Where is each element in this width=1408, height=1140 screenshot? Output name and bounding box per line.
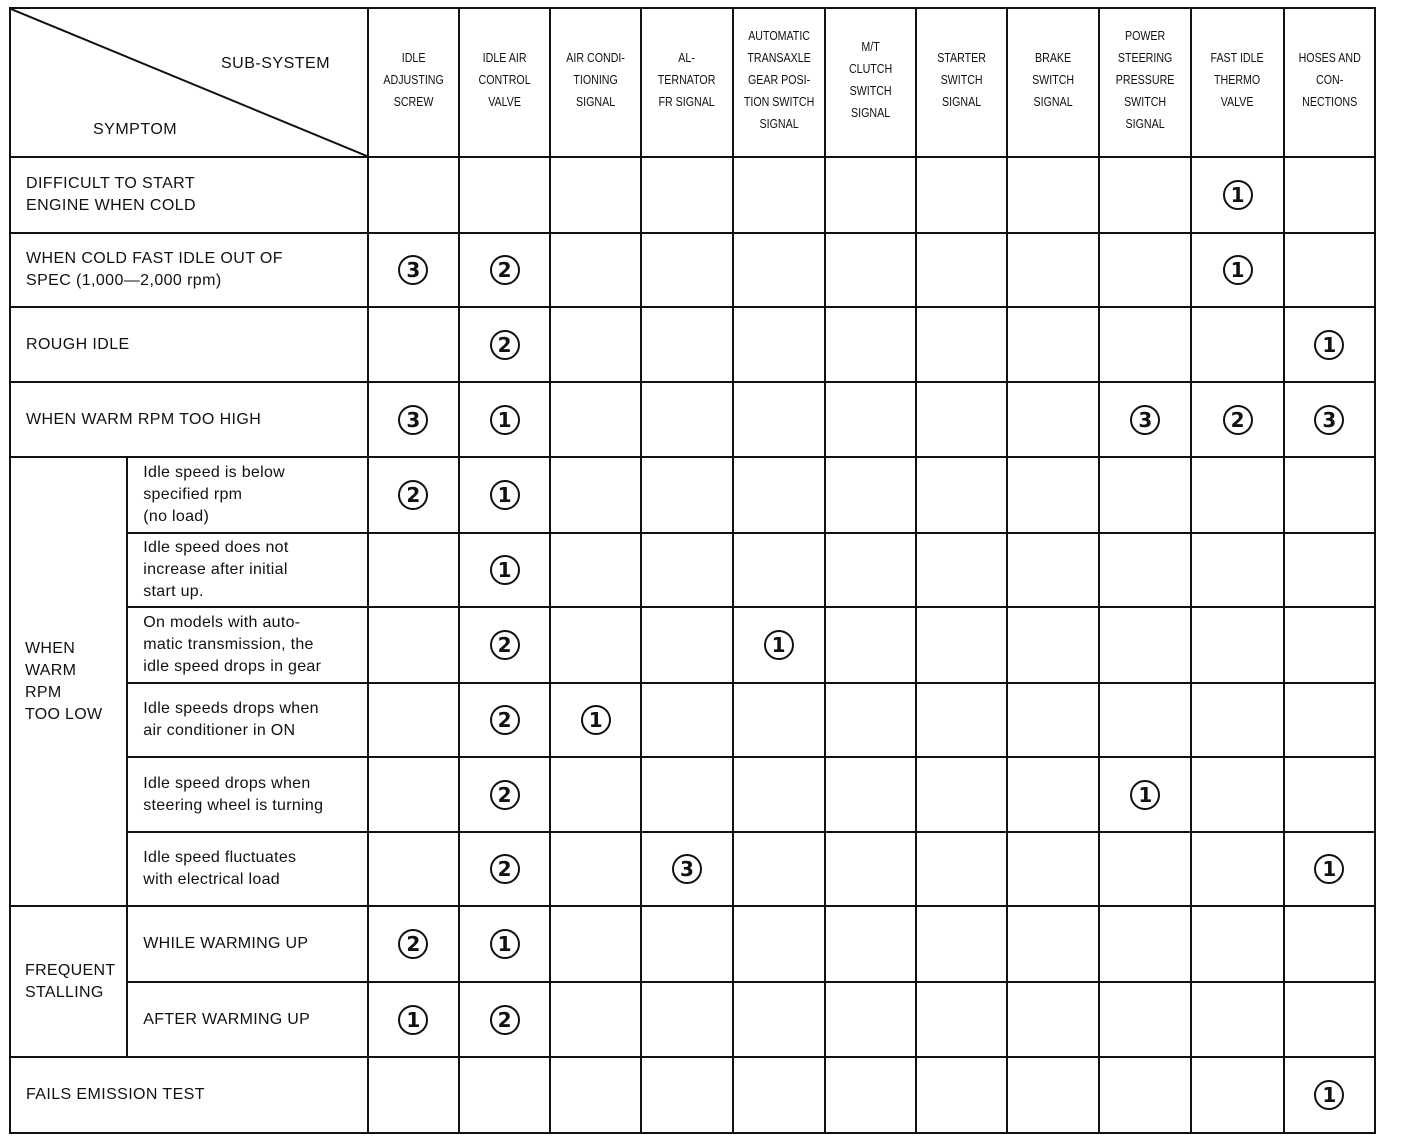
- column-header-line: SWITCH: [940, 71, 983, 87]
- priority-mark: 1: [1130, 780, 1160, 810]
- check-cell: [368, 233, 459, 307]
- check-cell: [641, 1057, 732, 1133]
- check-cell: [733, 683, 825, 757]
- symptom-row: [10, 982, 1375, 1057]
- column-header-line: TERNATOR: [658, 71, 716, 87]
- check-cell: [1099, 157, 1191, 233]
- priority-mark: 2: [490, 705, 520, 735]
- check-cell: [550, 1057, 641, 1133]
- symptom-label: [10, 233, 368, 307]
- sub-symptom-label-line: specified rpm: [143, 486, 243, 503]
- check-cell: [368, 832, 459, 906]
- check-cell: [825, 157, 916, 233]
- column-header: [825, 8, 916, 157]
- check-cell: [1191, 233, 1283, 307]
- check-cell: [459, 233, 550, 307]
- symptom-group-line: WARM: [25, 661, 77, 679]
- check-cell: [641, 533, 732, 607]
- check-cell: [733, 233, 825, 307]
- symptom-row: [10, 533, 1375, 607]
- check-cell: [459, 457, 550, 533]
- column-header-line: TRANSAXLE: [746, 49, 811, 65]
- priority-mark: 3: [1130, 405, 1160, 435]
- sub-symptom-label-line: WHILE WARMING UP: [143, 935, 309, 952]
- check-cell: [550, 533, 641, 607]
- column-header-line: SCREW: [393, 93, 434, 109]
- symptom-row: [10, 382, 1375, 457]
- sub-symptom-label: [127, 683, 368, 757]
- check-cell: [641, 906, 732, 982]
- priority-mark: 1: [764, 630, 794, 660]
- sub-symptom-label: [127, 906, 368, 982]
- header-row: [10, 8, 1375, 157]
- sub-symptom-label: [127, 607, 368, 683]
- column-header-line: AL-: [678, 49, 696, 65]
- column-header-line: CONTROL: [478, 71, 531, 87]
- symptom-label: [10, 1057, 368, 1133]
- check-cell: [916, 307, 1007, 382]
- check-cell: [459, 157, 550, 233]
- symptom-label-line: SPEC (1,000—2,000 rpm): [26, 272, 222, 289]
- priority-mark: 1: [1223, 180, 1253, 210]
- check-cell: [916, 533, 1007, 607]
- priority-mark: 3: [398, 255, 428, 285]
- sub-symptom-label: [127, 457, 368, 533]
- check-cell: [825, 233, 916, 307]
- check-cell: [733, 307, 825, 382]
- check-cell: [368, 683, 459, 757]
- check-cell: [368, 382, 459, 457]
- column-header-line: NECTIONS: [1301, 93, 1357, 109]
- check-cell: [550, 757, 641, 832]
- column-header-line: STARTER: [937, 49, 986, 65]
- check-cell: [916, 233, 1007, 307]
- priority-mark: 3: [398, 405, 428, 435]
- check-cell: [368, 982, 459, 1057]
- check-cell: [1191, 982, 1283, 1057]
- check-cell: [1099, 457, 1191, 533]
- check-cell: [916, 832, 1007, 906]
- sub-symptom-label-line: Idle speed does not: [143, 539, 289, 556]
- check-cell: [916, 157, 1007, 233]
- column-header: [368, 8, 459, 157]
- column-header: [550, 8, 641, 157]
- check-cell: [916, 982, 1007, 1057]
- check-cell: [916, 382, 1007, 457]
- sub-symptom-label-line: air conditioner in ON: [143, 722, 296, 739]
- check-cell: [1284, 382, 1375, 457]
- check-cell: [1284, 832, 1375, 906]
- column-header-line: SIGNAL: [1033, 93, 1073, 109]
- sub-symptom-label-line: with electrical load: [143, 871, 280, 888]
- check-cell: [733, 157, 825, 233]
- priority-mark: 1: [1314, 330, 1344, 360]
- column-header: [916, 8, 1007, 157]
- column-header-line: TIONING: [573, 71, 618, 87]
- check-cell: [459, 982, 550, 1057]
- check-cell: [1099, 307, 1191, 382]
- priority-mark: 2: [398, 480, 428, 510]
- column-header-line: FAST IDLE: [1210, 49, 1265, 65]
- check-cell: [1191, 457, 1283, 533]
- column-header-line: BRAKE: [1035, 49, 1072, 65]
- column-header-line: FR SIGNAL: [658, 93, 716, 109]
- check-cell: [459, 906, 550, 982]
- column-header-line: ADJUSTING: [383, 71, 444, 87]
- check-cell: [1099, 683, 1191, 757]
- check-cell: [1284, 307, 1375, 382]
- symptom-group-line: STALLING: [25, 983, 104, 1001]
- priority-mark: 1: [398, 1005, 428, 1035]
- priority-mark: 1: [1314, 854, 1344, 884]
- check-cell: [733, 607, 825, 683]
- check-cell: [1007, 157, 1099, 233]
- column-header: [459, 8, 550, 157]
- priority-mark: 1: [581, 705, 611, 735]
- check-cell: [1099, 607, 1191, 683]
- column-header-line: PRESSURE: [1116, 71, 1175, 87]
- check-cell: [1007, 382, 1099, 457]
- sub-symptom-label-line: idle speed drops in gear: [143, 658, 322, 675]
- symptom-row: [10, 307, 1375, 382]
- column-header-line: SWITCH: [849, 82, 892, 98]
- check-cell: [368, 307, 459, 382]
- column-header: [1007, 8, 1099, 157]
- priority-mark: 3: [672, 854, 702, 884]
- check-cell: [825, 607, 916, 683]
- check-cell: [368, 757, 459, 832]
- check-cell: [550, 157, 641, 233]
- symptom-row: [10, 157, 1375, 233]
- check-cell: [641, 757, 732, 832]
- check-cell: [459, 307, 550, 382]
- sub-symptom-label-line: (no load): [143, 508, 210, 525]
- check-cell: [1191, 307, 1283, 382]
- check-cell: [1284, 157, 1375, 233]
- sub-symptom-label-line: AFTER WARMING UP: [143, 1010, 311, 1028]
- check-cell: [1191, 1057, 1283, 1133]
- sub-symptom-label-line: steering wheel is turning: [143, 796, 324, 814]
- check-cell: [368, 533, 459, 607]
- check-cell: [916, 683, 1007, 757]
- check-cell: [459, 607, 550, 683]
- check-cell: [641, 307, 732, 382]
- symptom-group-line: WHEN: [25, 639, 76, 657]
- column-header: [1099, 8, 1191, 157]
- symptom-row: [10, 1057, 1375, 1133]
- check-cell: [733, 457, 825, 533]
- symptom-label-line: WHEN COLD FAST IDLE OUT OF: [26, 250, 283, 267]
- column-header-line: TION SWITCH: [743, 93, 814, 109]
- check-cell: [1007, 757, 1099, 832]
- symptom-label-line: WHEN WARM RPM TOO HIGH: [26, 410, 262, 428]
- check-cell: [459, 1057, 550, 1133]
- sub-symptom-label: [127, 757, 368, 832]
- check-cell: [641, 982, 732, 1057]
- column-header-line: STEERING: [1118, 49, 1173, 65]
- check-cell: [1191, 683, 1283, 757]
- check-cell: [825, 906, 916, 982]
- check-cell: [1007, 533, 1099, 607]
- priority-mark: 2: [1223, 405, 1253, 435]
- check-cell: [1099, 832, 1191, 906]
- diagonal-divider: [11, 9, 367, 156]
- symptom-group-line: TOO LOW: [25, 705, 103, 723]
- column-header-line: SIGNAL: [759, 115, 799, 131]
- check-cell: [733, 906, 825, 982]
- check-cell: [550, 683, 641, 757]
- check-cell: [1284, 757, 1375, 832]
- check-cell: [459, 382, 550, 457]
- check-cell: [733, 757, 825, 832]
- column-header-line: CLUTCH: [848, 60, 892, 76]
- check-cell: [1191, 906, 1283, 982]
- check-cell: [550, 233, 641, 307]
- symptom-row: [10, 607, 1375, 683]
- priority-mark: 3: [1314, 405, 1344, 435]
- priority-mark: 2: [490, 854, 520, 884]
- check-cell: [550, 307, 641, 382]
- column-header-line: VALVE: [488, 93, 521, 109]
- corner-header: [10, 8, 368, 157]
- check-cell: [550, 457, 641, 533]
- check-cell: [733, 1057, 825, 1133]
- check-cell: [1284, 233, 1375, 307]
- priority-mark: 1: [1223, 255, 1253, 285]
- symptom-label: [10, 382, 368, 457]
- check-cell: [368, 157, 459, 233]
- check-cell: [1284, 533, 1375, 607]
- check-cell: [550, 607, 641, 683]
- check-cell: [1284, 982, 1375, 1057]
- check-cell: [1099, 233, 1191, 307]
- check-cell: [550, 832, 641, 906]
- priority-mark: 2: [490, 255, 520, 285]
- check-cell: [368, 1057, 459, 1133]
- check-cell: [1099, 757, 1191, 832]
- check-cell: [459, 683, 550, 757]
- column-header-line: SWITCH: [1124, 93, 1167, 109]
- check-cell: [641, 457, 732, 533]
- symptom-row: [10, 457, 1375, 533]
- symptom-label: [10, 157, 368, 233]
- check-cell: [1099, 1057, 1191, 1133]
- priority-mark: 2: [490, 780, 520, 810]
- symptom-row: [10, 683, 1375, 757]
- sub-symptom-label: [127, 982, 368, 1057]
- check-cell: [641, 832, 732, 906]
- sub-symptom-label-line: Idle speeds drops when: [143, 700, 319, 717]
- check-cell: [641, 233, 732, 307]
- check-cell: [1007, 233, 1099, 307]
- check-cell: [825, 382, 916, 457]
- check-cell: [459, 533, 550, 607]
- table-body: [10, 157, 1375, 1133]
- symptom-label-line: ENGINE WHEN COLD: [26, 197, 196, 214]
- column-header: [733, 8, 825, 157]
- check-cell: [916, 1057, 1007, 1133]
- check-cell: [825, 533, 916, 607]
- check-cell: [733, 533, 825, 607]
- check-cell: [1191, 607, 1283, 683]
- check-cell: [825, 832, 916, 906]
- check-cell: [1007, 906, 1099, 982]
- check-cell: [825, 307, 916, 382]
- priority-mark: 1: [490, 405, 520, 435]
- sub-symptom-label-line: Idle speed is below: [143, 464, 286, 481]
- check-cell: [641, 607, 732, 683]
- column-header-line: POWER: [1125, 27, 1166, 43]
- check-cell: [733, 832, 825, 906]
- symptom-row: [10, 832, 1375, 906]
- check-cell: [1099, 982, 1191, 1057]
- check-cell: [641, 382, 732, 457]
- priority-mark: 1: [490, 480, 520, 510]
- check-cell: [1007, 457, 1099, 533]
- check-cell: [733, 982, 825, 1057]
- column-header-line: SIGNAL: [850, 104, 890, 120]
- check-cell: [825, 683, 916, 757]
- check-cell: [1284, 457, 1375, 533]
- column-header-line: IDLE: [401, 49, 426, 65]
- priority-mark: 2: [490, 630, 520, 660]
- diagnosis-table: [9, 7, 1376, 1134]
- check-cell: [1099, 906, 1191, 982]
- column-header: [1191, 8, 1283, 157]
- sub-symptom-label: [127, 832, 368, 906]
- check-cell: [1007, 607, 1099, 683]
- check-cell: [825, 1057, 916, 1133]
- check-cell: [825, 982, 916, 1057]
- check-cell: [368, 457, 459, 533]
- symptom-label-line: FAILS EMISSION TEST: [26, 1086, 205, 1103]
- check-cell: [1284, 683, 1375, 757]
- check-cell: [550, 906, 641, 982]
- check-cell: [459, 832, 550, 906]
- check-cell: [916, 607, 1007, 683]
- check-cell: [1191, 832, 1283, 906]
- symptom-row: [10, 233, 1375, 307]
- check-cell: [1007, 683, 1099, 757]
- check-cell: [550, 382, 641, 457]
- check-cell: [550, 982, 641, 1057]
- symptom-group-line: RPM: [25, 683, 62, 701]
- column-header: [641, 8, 732, 157]
- check-cell: [1284, 607, 1375, 683]
- check-cell: [641, 157, 732, 233]
- symptom-group-label: [10, 457, 127, 906]
- column-header-line: M/T: [861, 38, 880, 54]
- check-cell: [825, 457, 916, 533]
- sub-symptom-label-line: Idle speed drops when: [143, 774, 311, 792]
- check-cell: [368, 607, 459, 683]
- column-header-line: HOSES AND: [1298, 49, 1361, 65]
- priority-mark: 2: [490, 1005, 520, 1035]
- column-header-line: AUTOMATIC: [747, 27, 810, 43]
- symptom-label: [10, 307, 368, 382]
- priority-mark: 1: [490, 929, 520, 959]
- column-header-line: CON-: [1315, 71, 1343, 87]
- priority-mark: 2: [398, 929, 428, 959]
- check-cell: [1099, 382, 1191, 457]
- check-cell: [1191, 382, 1283, 457]
- check-cell: [825, 757, 916, 832]
- column-header-line: SIGNAL: [1125, 115, 1165, 131]
- column-header-line: GEAR POSI-: [747, 71, 810, 87]
- check-cell: [1191, 757, 1283, 832]
- subsystem-label: SUB-SYSTEM: [221, 55, 331, 72]
- column-header-line: SIGNAL: [941, 93, 982, 109]
- check-cell: [1191, 533, 1283, 607]
- symptom-group-label: [10, 906, 127, 1057]
- symptom-row: [10, 757, 1375, 832]
- sub-symptom-label-line: start up.: [143, 583, 204, 600]
- check-cell: [916, 457, 1007, 533]
- check-cell: [1007, 832, 1099, 906]
- symptom-label-line: DIFFICULT TO START: [26, 175, 195, 192]
- check-cell: [459, 757, 550, 832]
- check-cell: [916, 906, 1007, 982]
- column-header-line: THERMO: [1214, 71, 1261, 87]
- column-header-line: VALVE: [1221, 93, 1254, 109]
- check-cell: [1007, 1057, 1099, 1133]
- check-cell: [641, 683, 732, 757]
- priority-mark: 1: [490, 555, 520, 585]
- symptom-group-line: FREQUENT: [25, 961, 116, 979]
- symptom-label: SYMPTOM: [93, 121, 178, 138]
- priority-mark: 2: [490, 330, 520, 360]
- column-header-line: AIR CONDI-: [566, 49, 626, 65]
- column-header-line: SIGNAL: [576, 93, 616, 109]
- column-header-line: SWITCH: [1032, 71, 1075, 87]
- check-cell: [916, 757, 1007, 832]
- priority-mark: 1: [1314, 1080, 1344, 1110]
- check-cell: [1284, 1057, 1375, 1133]
- sub-symptom-label: [127, 533, 368, 607]
- check-cell: [1191, 157, 1283, 233]
- sub-symptom-label-line: matic transmission, the: [143, 636, 314, 653]
- symptom-row: [10, 906, 1375, 982]
- check-cell: [733, 382, 825, 457]
- column-header: [1284, 8, 1375, 157]
- symptom-label-line: ROUGH IDLE: [26, 335, 130, 353]
- sub-symptom-label-line: On models with auto-: [143, 614, 301, 631]
- check-cell: [1099, 533, 1191, 607]
- sub-symptom-label-line: Idle speed fluctuates: [143, 849, 297, 866]
- check-cell: [368, 906, 459, 982]
- sub-symptom-label-line: increase after initial: [143, 561, 288, 578]
- check-cell: [1007, 982, 1099, 1057]
- check-cell: [1007, 307, 1099, 382]
- check-cell: [1284, 906, 1375, 982]
- column-header-line: IDLE AIR: [482, 49, 527, 65]
